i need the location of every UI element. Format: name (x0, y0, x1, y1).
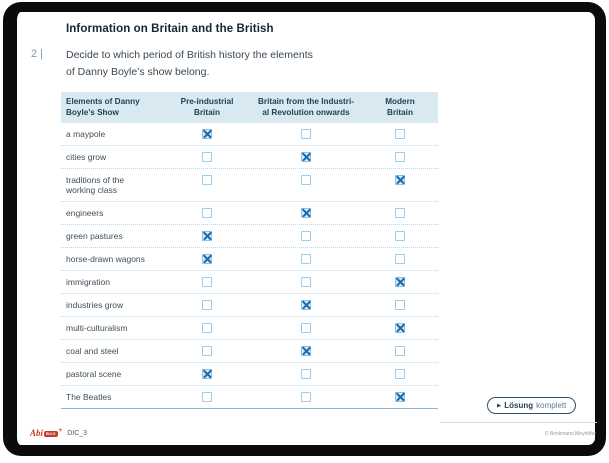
checkbox-unchecked[interactable] (301, 254, 311, 264)
checkbox-cell (362, 317, 438, 339)
checkbox-cell (250, 294, 362, 316)
checkbox-unchecked[interactable] (202, 277, 212, 287)
checkbox-cell (250, 340, 362, 362)
checkbox-unchecked[interactable] (301, 129, 311, 139)
checkbox-unchecked[interactable] (202, 152, 212, 162)
task-number-value: 2 (31, 48, 38, 60)
column-header-industrial: Britain from the Industri- al Revolution onwards (258, 97, 354, 117)
row-label: pastoral scene (66, 369, 122, 379)
table-row (61, 169, 438, 202)
checkbox-cell (164, 225, 250, 247)
table-row (61, 363, 438, 386)
checkbox-checked[interactable] (301, 300, 311, 310)
play-icon: ▶ (497, 402, 502, 409)
column-header-modern: Modern Britain (385, 97, 415, 117)
checkbox-cell (362, 363, 438, 385)
checkbox-checked[interactable] (301, 208, 311, 218)
checkbox-cell (250, 317, 362, 339)
checkbox-checked[interactable] (395, 323, 405, 333)
checkbox-unchecked[interactable] (395, 129, 405, 139)
checkbox-checked[interactable] (395, 277, 405, 287)
table-row (61, 386, 438, 409)
table-row (61, 271, 438, 294)
checkbox-unchecked[interactable] (395, 152, 405, 162)
checkbox-cell (250, 248, 362, 270)
checkbox-cell (362, 146, 438, 168)
task-number-divider: | (40, 48, 43, 60)
checkbox-cell (362, 294, 438, 316)
table-row (61, 146, 438, 169)
checkbox-unchecked[interactable] (202, 392, 212, 402)
checkbox-unchecked[interactable] (202, 175, 212, 185)
table-row (61, 225, 438, 248)
checkbox-cell (164, 169, 250, 201)
checkbox-cell (362, 202, 438, 224)
row-label: traditions of the working class (66, 175, 125, 195)
solution-button[interactable] (487, 397, 576, 414)
checkbox-checked[interactable] (202, 254, 212, 264)
row-label: multi-culturalism (66, 323, 128, 333)
checkbox-cell (362, 225, 438, 247)
checkbox-unchecked[interactable] (301, 175, 311, 185)
checkbox-cell (164, 340, 250, 362)
footer-divider (440, 422, 597, 423)
solution-button-label-bold: Lösung (504, 401, 534, 410)
checkbox-cell (362, 271, 438, 293)
table-row (61, 248, 438, 271)
checkbox-cell (250, 146, 362, 168)
checkbox-unchecked[interactable] (395, 231, 405, 241)
row-label: horse-drawn wagons (66, 254, 145, 264)
checkbox-unchecked[interactable] (395, 369, 405, 379)
table-row (61, 317, 438, 340)
checkbox-cell (250, 363, 362, 385)
checkbox-checked[interactable] (395, 392, 405, 402)
checkbox-cell (250, 271, 362, 293)
checkbox-checked[interactable] (202, 369, 212, 379)
row-label: engineers (66, 208, 104, 218)
checkbox-checked[interactable] (395, 175, 405, 185)
checkbox-unchecked[interactable] (202, 346, 212, 356)
copyright-text: © Brinkmann.Meyhöfer (544, 431, 596, 437)
footer-brand (30, 428, 87, 438)
row-label: a maypole (66, 129, 106, 139)
checkbox-unchecked[interactable] (202, 300, 212, 310)
checkbox-unchecked[interactable] (301, 323, 311, 333)
checkbox-cell (250, 123, 362, 145)
row-label: cities grow (66, 152, 107, 162)
worksheet-code: DIC_3 (67, 430, 88, 437)
checkbox-unchecked[interactable] (301, 392, 311, 402)
table-row (61, 294, 438, 317)
checkbox-unchecked[interactable] (395, 208, 405, 218)
solution-button-label-regular: komplett (536, 401, 567, 410)
checkbox-unchecked[interactable] (395, 300, 405, 310)
checkbox-checked[interactable] (202, 231, 212, 241)
row-label: coal and steel (66, 346, 119, 356)
table-row (61, 340, 438, 363)
checkbox-unchecked[interactable] (395, 346, 405, 356)
checkbox-cell (164, 271, 250, 293)
exercise-table (61, 92, 438, 409)
row-label: The Beatles (66, 392, 112, 402)
table-row (61, 123, 438, 146)
checkbox-cell (362, 386, 438, 408)
checkbox-unchecked[interactable] (395, 254, 405, 264)
checkbox-checked[interactable] (202, 129, 212, 139)
checkbox-cell (164, 123, 250, 145)
checkbox-cell (164, 146, 250, 168)
checkbox-cell (250, 169, 362, 201)
table-row (61, 202, 438, 225)
column-header-preindustrial: Pre-industrial Britain (180, 97, 234, 117)
abibox-logo: Abi (30, 428, 44, 438)
checkbox-cell (250, 386, 362, 408)
task-instruction-line1: Decide to which period of British history the elements (66, 49, 313, 61)
checkbox-cell (250, 225, 362, 247)
task-instruction-line2: of Danny Boyle’s show belong. (66, 66, 210, 78)
checkbox-unchecked[interactable] (202, 323, 212, 333)
column-header-elements: Elements of Danny Boyle’s Show (66, 97, 140, 117)
checkbox-checked[interactable] (301, 346, 311, 356)
checkbox-cell (164, 294, 250, 316)
checkbox-cell (164, 386, 250, 408)
checkbox-cell (250, 202, 362, 224)
table-body (61, 123, 438, 409)
checkbox-cell (164, 363, 250, 385)
checkbox-checked[interactable] (301, 152, 311, 162)
task-number (31, 48, 43, 60)
checkbox-unchecked[interactable] (301, 277, 311, 287)
row-label: industries grow (66, 300, 124, 310)
page-title: Information on Britain and the British (66, 23, 274, 35)
abibox-logo-plus: + (58, 427, 63, 434)
row-label: immigration (66, 277, 110, 287)
checkbox-cell (362, 169, 438, 201)
checkbox-cell (362, 340, 438, 362)
checkbox-cell (164, 202, 250, 224)
checkbox-cell (164, 317, 250, 339)
abibox-logo-box: BOX (46, 431, 56, 436)
checkbox-cell (362, 248, 438, 270)
checkbox-cell (362, 123, 438, 145)
table-header-row (61, 92, 438, 123)
task-instruction (66, 47, 313, 81)
row-label: green pastures (66, 231, 123, 241)
checkbox-cell (164, 248, 250, 270)
checkbox-unchecked[interactable] (301, 231, 311, 241)
checkbox-unchecked[interactable] (202, 208, 212, 218)
checkbox-unchecked[interactable] (301, 369, 311, 379)
